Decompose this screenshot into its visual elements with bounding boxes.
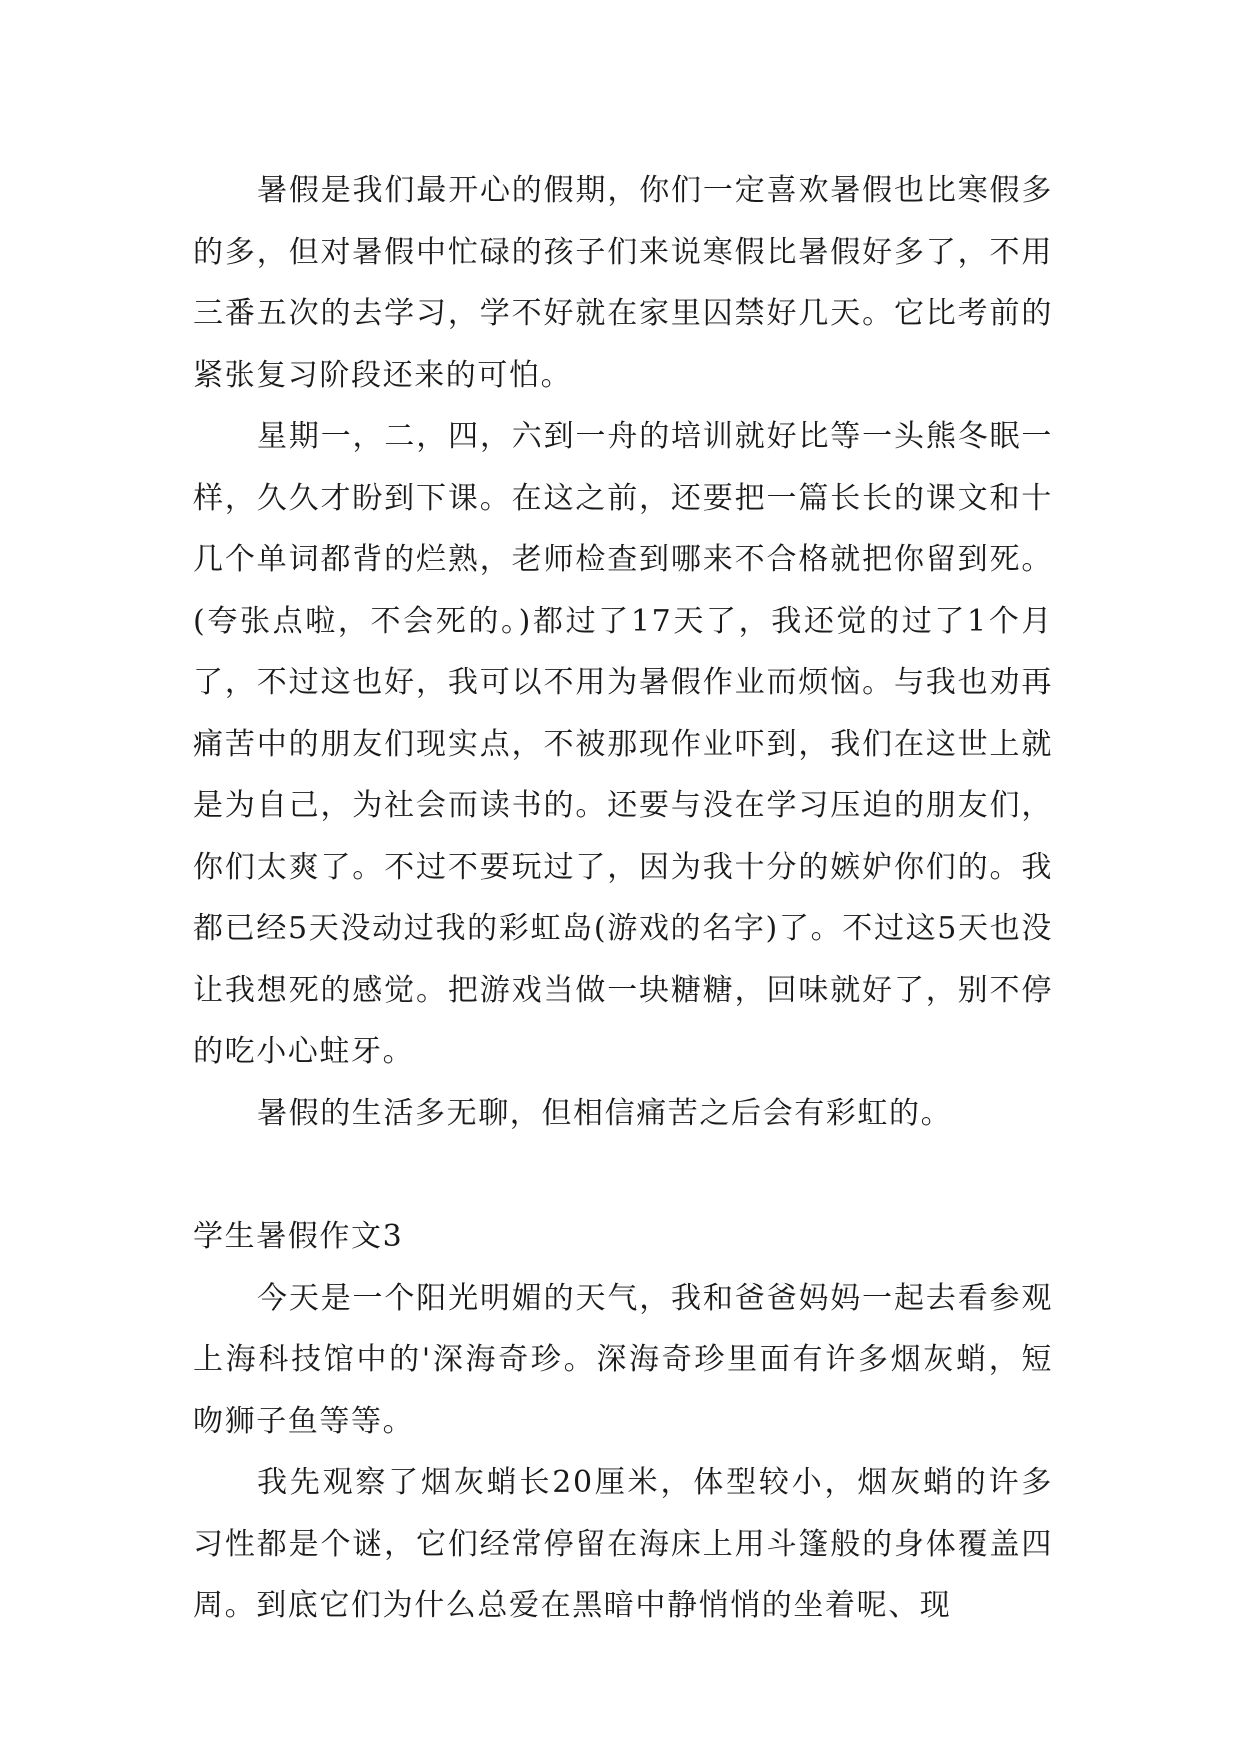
paragraph-rainbow-after-pain: 暑假的生活多无聊，但相信痛苦之后会有彩虹的。 <box>257 1095 953 1131</box>
paragraph-dumbo-octopus: 我先观察了烟灰蛸长20厘米，体型较小，烟灰蛸的许多习性都是个谜，它们经常停留在海床上用斗篷般的身体覆盖四周。到底它们为什么总爱在黑暗中静悄悄的坐着呢、现 <box>193 1465 1053 1623</box>
section-title: 学生暑假作文3 <box>193 1219 404 1254</box>
paragraph-weekly-training: 星期一，二，四，六到一舟的培训就好比等一头熊冬眠一样，久久才盼到下课。在这之前，还要把一篇长长的课文和十几个单词都背的烂熟，老师检查到哪来不合格就把你留到死。(夸张点啦，不会死的。)都过了17天了，我还觉的过了1个月了，不过这也好，我可以不用为暑假作业而烦恼。与我也劝再痛苦中的朋友们现实点，不被那现作业吓到，我们在这世上就是为自己，为社会而读书的。还要与没在学习压迫的朋友们，你们太爽了。不过不要玩过了，因为我十分的嫉妒你们的。我都已经5天没动过我的彩虹岛(游戏的名字)了。不过这5天也没让我想死的感觉。把游戏当做一块糖糖，回味就好了，别不停的吃小心蛀牙。 <box>193 419 1053 1069</box>
paragraph-science-museum: 今天是一个阳光明媚的天气，我和爸爸妈妈一起去看参观上海科技馆中的'深海奇珍。深海奇珍里面有许多烟灰蛸，短吻狮子鱼等等。 <box>193 1280 1053 1439</box>
paragraph-summer-is-happiest: 暑假是我们最开心的假期，你们一定喜欢暑假也比寒假多的多，但对暑假中忙碌的孩子们来说寒假比暑假好多了，不用三番五次的去学习，学不好就在家里囚禁好几天。它比考前的紧张复习阶段还来的可怕。 <box>193 173 1053 393</box>
document-body <box>193 160 1053 1637</box>
